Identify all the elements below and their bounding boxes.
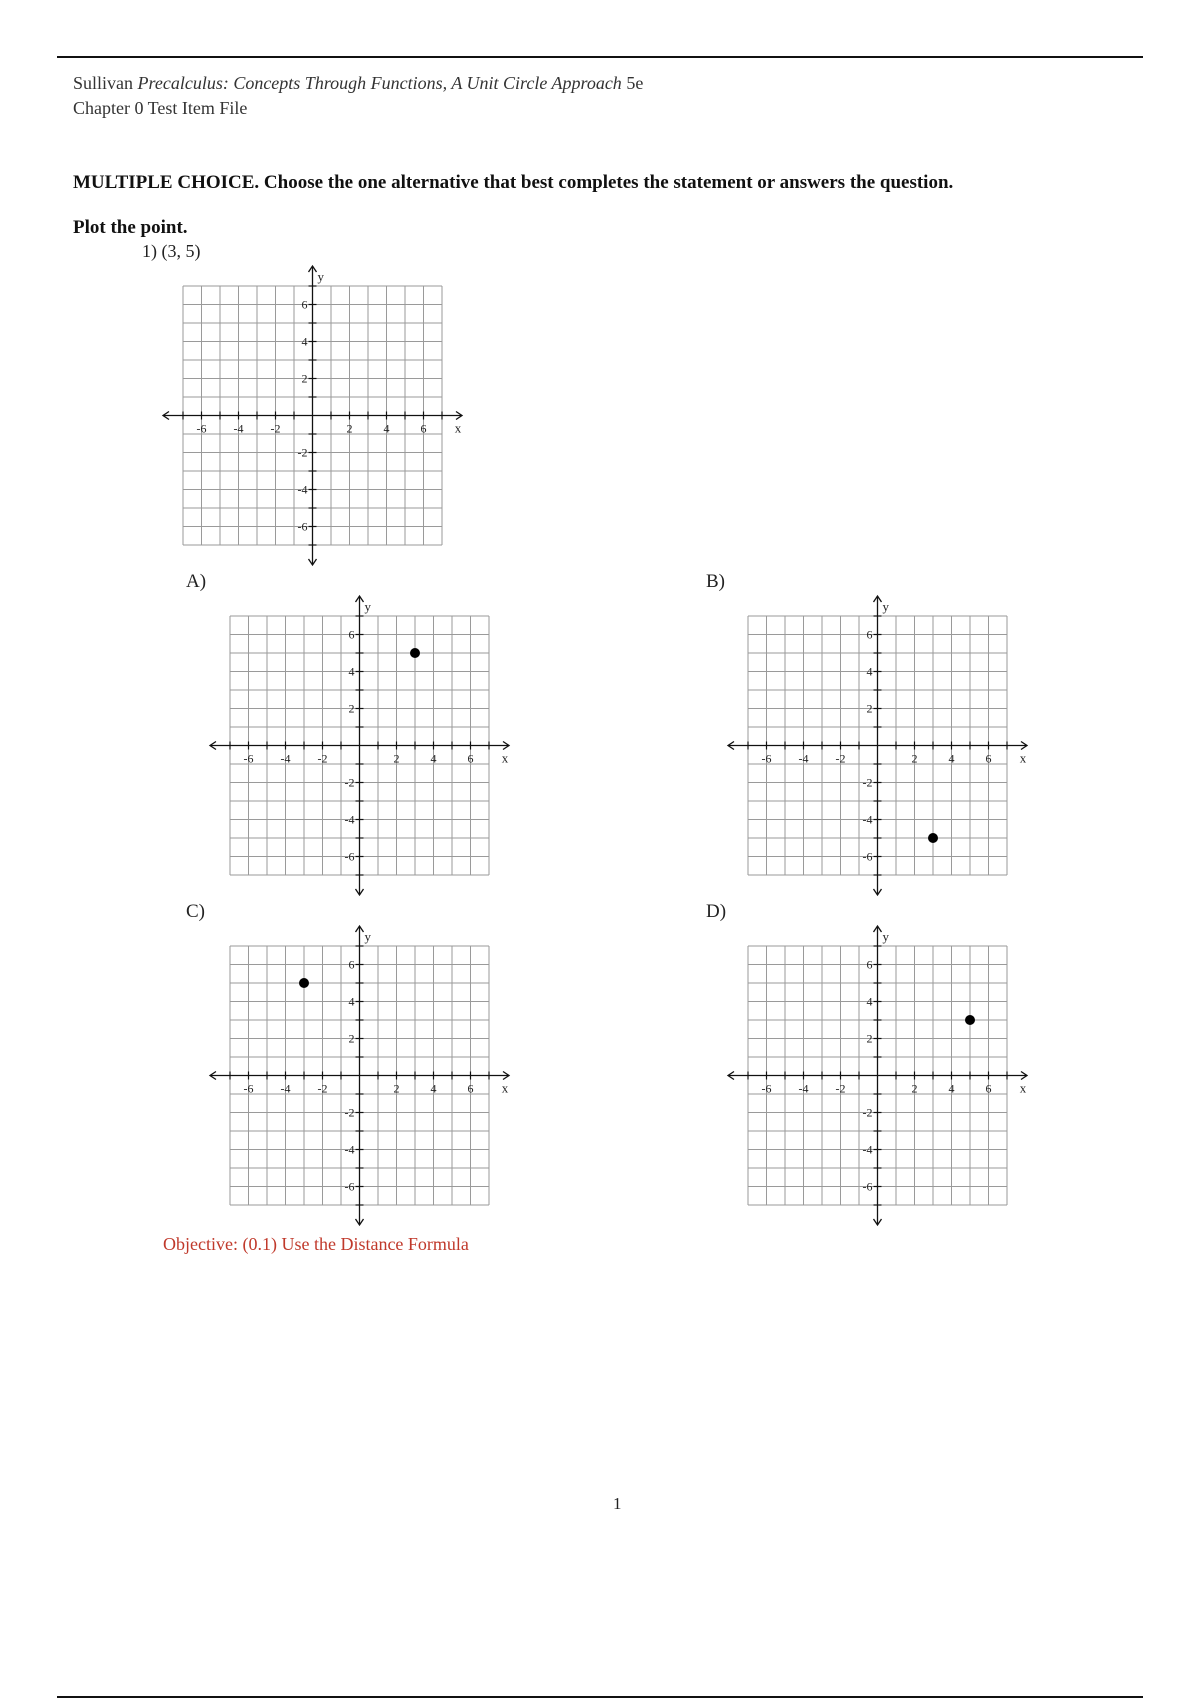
y-tick-label: -6 [297,519,308,534]
x-tick-label: 6 [985,751,992,766]
x-axis-label: x [501,1080,509,1096]
y-tick-label: -2 [344,1105,355,1120]
choice-d-label[interactable]: D) [706,901,727,922]
choice-c-graph[interactable] [210,924,509,1228]
y-axis-label: y [882,929,889,944]
book-title: Precalculus: Concepts Through Functions, A Unit Circle Approach [137,73,622,93]
y-tick-label: -4 [344,812,355,827]
x-axis-label: x [454,420,462,436]
book-header [73,74,643,92]
book-edition: 5e [621,73,644,93]
y-tick-label: 4 [348,994,355,1009]
x-tick-label: -4 [280,751,291,766]
y-tick-label: -4 [862,812,873,827]
choice-b-graph[interactable] [728,594,1027,898]
y-tick-label: -2 [862,1105,873,1120]
x-tick-label: -2 [835,751,846,766]
y-tick-label: -4 [862,1142,873,1157]
y-tick-label: 2 [866,701,873,716]
chapter-header: Chapter 0 Test Item File [73,98,248,118]
y-axis-label: y [364,929,371,944]
y-axis-label: y [317,269,324,284]
x-tick-label: 4 [430,1081,437,1096]
y-tick-label: -6 [862,1179,873,1194]
x-tick-label: -2 [835,1081,846,1096]
plotted-point [928,833,938,843]
y-tick-label: 2 [348,1031,355,1046]
y-tick-label: 6 [866,627,873,642]
y-tick-label: 6 [348,957,355,972]
y-tick-label: -6 [344,1179,355,1194]
y-tick-label: -4 [344,1142,355,1157]
x-tick-label: 6 [467,751,474,766]
plotted-point [410,648,420,658]
y-tick-label: 6 [348,627,355,642]
x-axis-label: x [1019,750,1027,766]
question-graph [163,264,462,568]
x-tick-label: -2 [317,751,328,766]
objective-text: Objective: (0.1) Use the Distance Formula [163,1234,469,1254]
x-tick-label: -4 [798,751,809,766]
y-axis-label: y [882,599,889,614]
x-tick-label: -2 [317,1081,328,1096]
y-tick-label: 4 [348,664,355,679]
x-tick-label: 2 [393,1081,400,1096]
x-tick-label: -6 [243,1081,254,1096]
y-tick-label: 2 [866,1031,873,1046]
choice-b-label[interactable]: B) [706,571,725,592]
y-tick-label: 4 [866,664,873,679]
plotted-point [965,1015,975,1025]
y-tick-label: 2 [348,701,355,716]
x-tick-label: 2 [393,751,400,766]
x-tick-label: 2 [346,421,353,436]
choice-a-graph[interactable] [210,594,509,898]
top-rule [57,56,1143,58]
x-tick-label: -6 [761,751,772,766]
y-tick-label: -4 [297,482,308,497]
x-tick-label: 6 [985,1081,992,1096]
y-tick-label: 4 [301,334,308,349]
x-axis-label: x [1019,1080,1027,1096]
bottom-rule [57,1696,1143,1698]
y-tick-label: 4 [866,994,873,1009]
instructions: MULTIPLE CHOICE. Choose the one alternative that best completes the statement or answers the question. [73,172,954,193]
page-number: 1 [613,1494,622,1513]
x-tick-label: -6 [196,421,207,436]
y-tick-label: 6 [301,297,308,312]
book-author: Sullivan [73,73,138,93]
section-title: Plot the point. [73,217,188,238]
y-tick-label: -6 [344,849,355,864]
choice-c-label[interactable]: C) [186,901,205,922]
x-tick-label: 2 [911,1081,918,1096]
x-tick-label: 4 [383,421,390,436]
y-axis-label: y [364,599,371,614]
y-tick-label: 2 [301,371,308,386]
x-tick-label: -6 [243,751,254,766]
y-tick-label: -6 [862,849,873,864]
x-tick-label: 4 [948,1081,955,1096]
x-tick-label: -6 [761,1081,772,1096]
x-tick-label: -4 [280,1081,291,1096]
x-tick-label: -2 [270,421,281,436]
x-tick-label: -4 [798,1081,809,1096]
x-tick-label: 6 [420,421,427,436]
y-tick-label: -2 [297,445,308,460]
y-tick-label: 6 [866,957,873,972]
question-text: 1) (3, 5) [142,241,201,261]
y-tick-label: -2 [862,775,873,790]
plotted-point [299,978,309,988]
x-tick-label: 4 [948,751,955,766]
x-tick-label: 2 [911,751,918,766]
x-tick-label: -4 [233,421,244,436]
x-tick-label: 4 [430,751,437,766]
y-tick-label: -2 [344,775,355,790]
choice-d-graph[interactable] [728,924,1027,1228]
choice-a-label[interactable]: A) [186,571,207,592]
x-tick-label: 6 [467,1081,474,1096]
x-axis-label: x [501,750,509,766]
